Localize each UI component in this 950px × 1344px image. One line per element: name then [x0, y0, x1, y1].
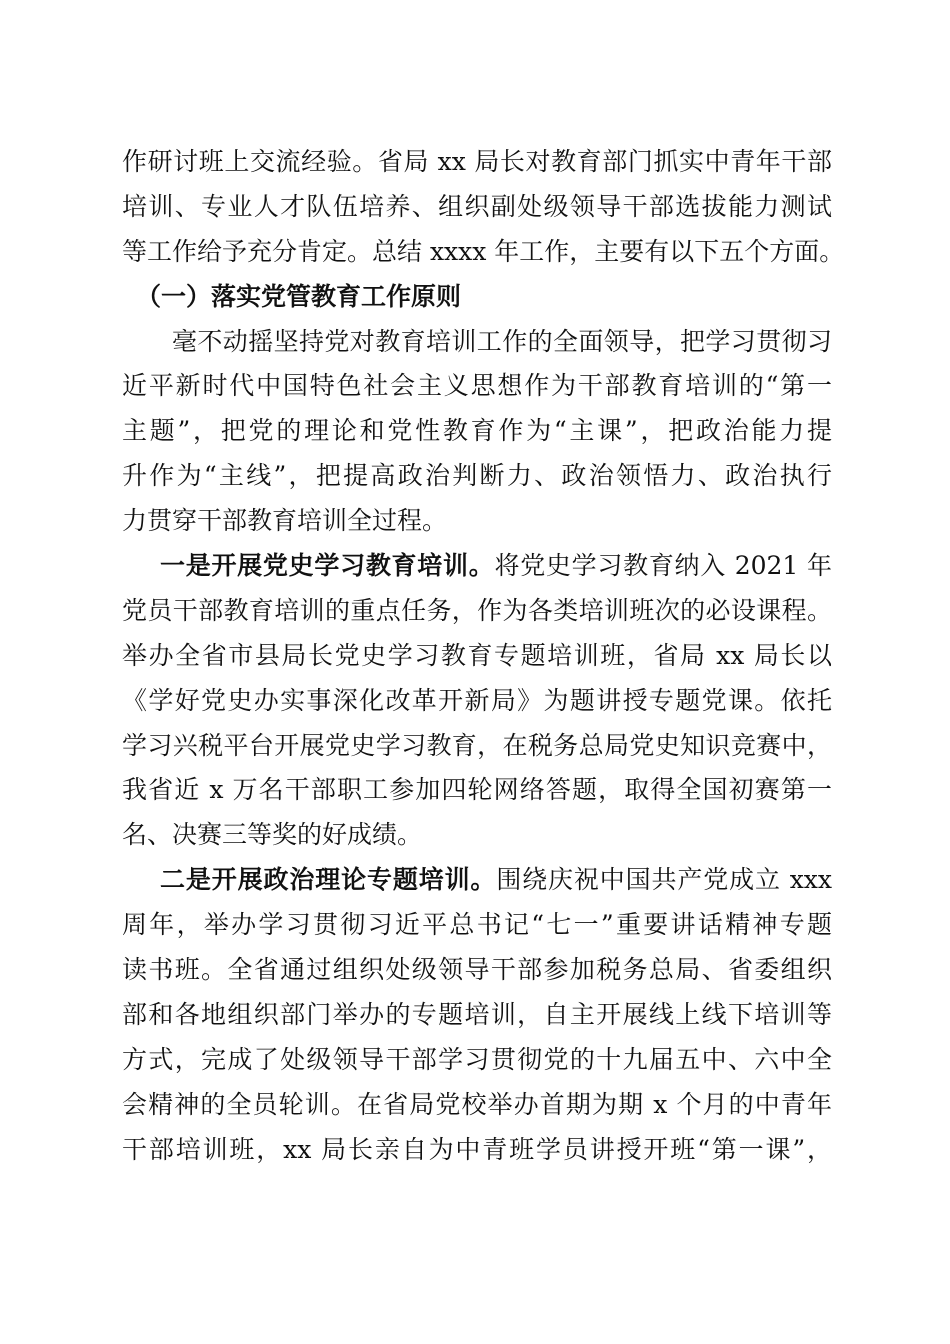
paragraph-4-line-5: 方式，完成了处级领导干部学习贯彻党的十九届五中、六中全: [122, 1044, 832, 1074]
paragraph-3-line-1-text: 将党史学习教育纳入 2021 年: [494, 551, 832, 581]
paragraph-4-line-7: 干部培训班，xx 局长亲自为中青班学员讲授开班“第一课”，: [122, 1134, 832, 1164]
paragraph-4-line-1-text: 围绕庆祝中国共产党成立 xxx: [496, 865, 832, 895]
paragraph-4-line-6: 会精神的全员轮训。在省局党校举办首期为期 x 个月的中青年: [122, 1089, 832, 1119]
paragraph-2-line-4: 升作为“主线”，把提高政治判断力、政治领悟力、政治执行: [122, 461, 832, 491]
paragraph-3-line-1: [122, 544, 832, 589]
paragraph-2-line-5: 力贯穿干部教育培训全过程。: [122, 506, 448, 536]
paragraph-1-line-1: 作研讨班上交流经验。省局 xx 局长对教育部门抓实中青年干部: [122, 147, 832, 176]
paragraph-4-lead-in: 二是开展政治理论专题培训。: [160, 865, 497, 895]
paragraph-3-line-4: 《学好党史办实事深化改革开新局》为题讲授专题党课。依托: [122, 685, 832, 715]
paragraph-3-line-5: 学习兴税平台开展党史学习教育，在税务总局党史知识竞赛中，: [122, 730, 832, 760]
paragraph-3-line-6: 我省近 x 万名干部职工参加四轮网络答题，取得全国初赛第一: [122, 775, 832, 805]
paragraph-1-line-3: 等工作给予充分肯定。总结 xxxx 年工作，主要有以下五个方面。: [122, 236, 845, 266]
paragraph-3-line-3: 举办全省市县局长党史学习教育专题培训班，省局 xx 局长以: [122, 640, 832, 670]
paragraph-4-line-3: 读书班。全省通过组织处级领导干部参加税务总局、省委组织: [122, 955, 832, 985]
section-heading: （一）落实党管教育工作原则: [136, 281, 462, 311]
paragraph-4-line-1: [122, 858, 832, 903]
paragraph-2-line-1: 毫不动摇坚持党对教育培训工作的全面领导，把学习贯彻习: [172, 326, 832, 356]
paragraph-4-line-4: 部和各地组织部门举办的专题培训，自主开展线上线下培训等: [122, 999, 832, 1029]
paragraph-3-line-2: 党员干部教育培训的重点任务，作为各类培训班次的必设课程。: [122, 595, 832, 625]
paragraph-2-line-3: 主题”，把党的理论和党性教育作为“主课”，把政治能力提: [122, 416, 832, 446]
paragraph-3-lead-in: 一是开展党史学习教育培训。: [160, 551, 495, 581]
paragraph-1-line-2: 培训、专业人才队伍培养、组织副处级领导干部选拔能力测试: [122, 191, 832, 221]
paragraph-2-line-2: 近平新时代中国特色社会主义思想作为干部教育培训的“第一: [122, 371, 832, 401]
document-body: [122, 140, 845, 1172]
paragraph-3-line-7: 名、决赛三等奖的好成绩。: [122, 820, 423, 850]
paragraph-4-line-2: 周年，举办学习贯彻习近平总书记“七一”重要讲话精神专题: [122, 910, 832, 940]
